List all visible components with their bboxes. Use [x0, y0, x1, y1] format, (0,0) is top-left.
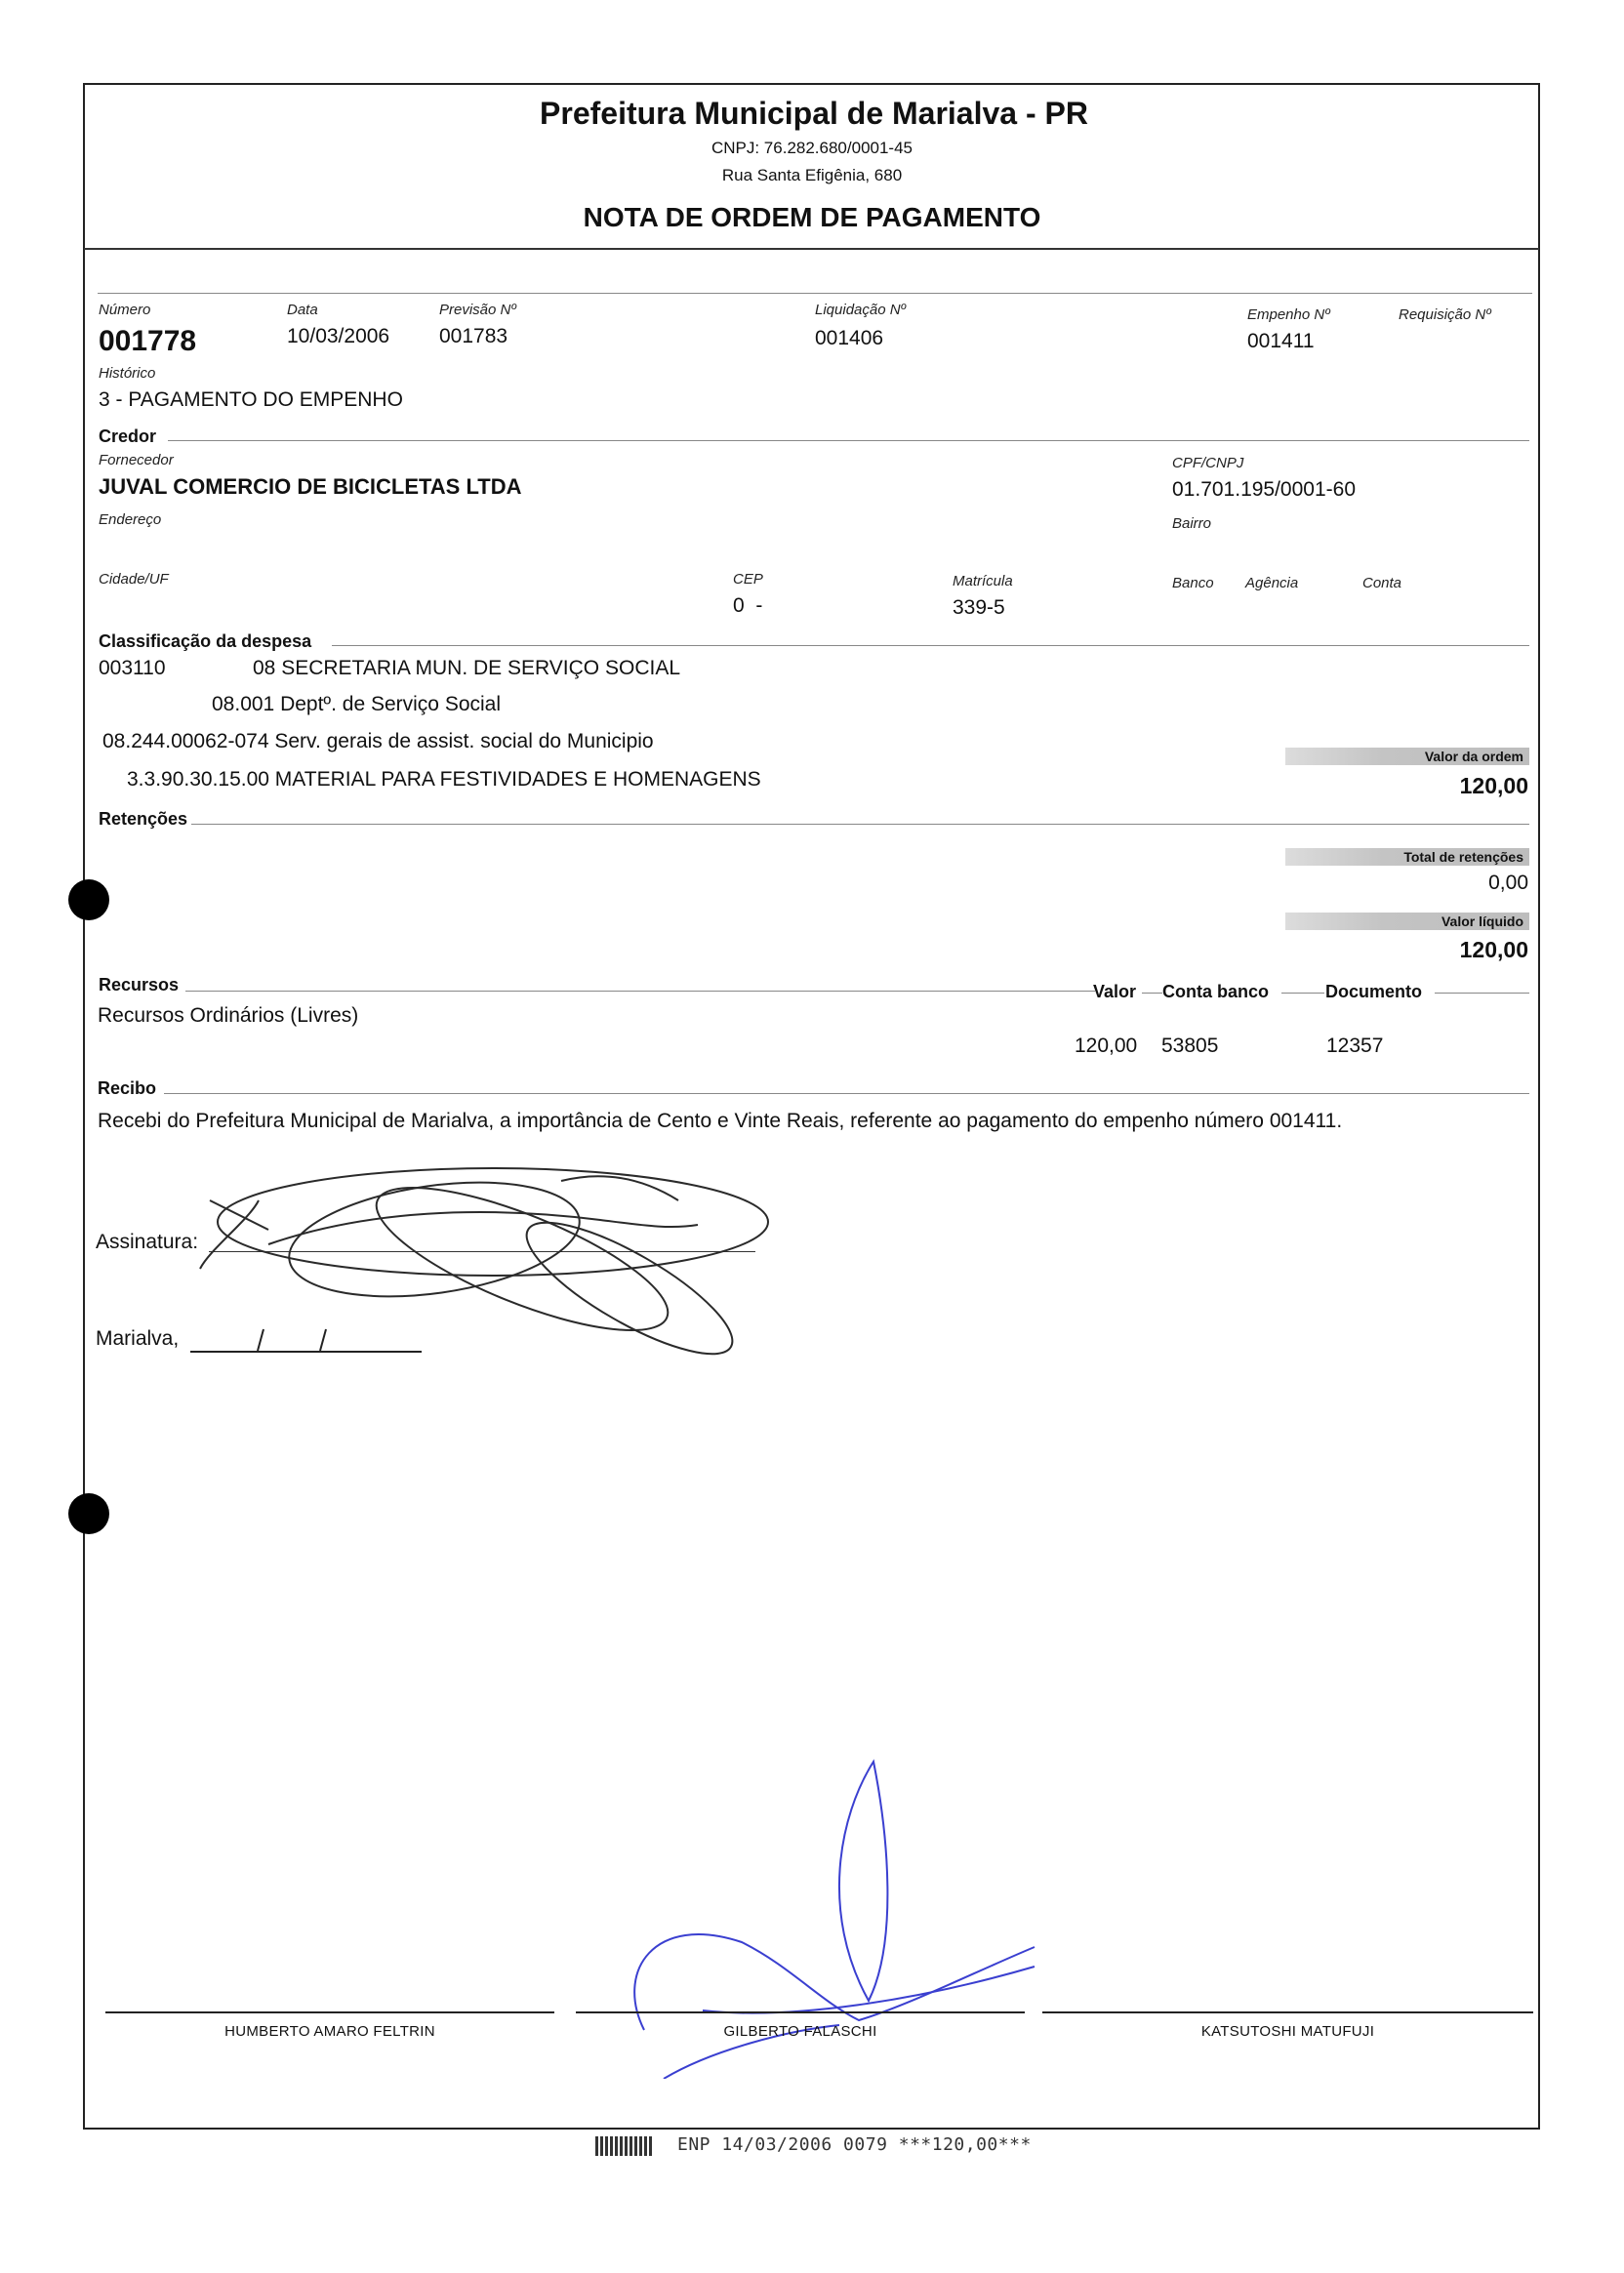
fornecedor-value: JUVAL COMERCIO DE BICICLETAS LTDA: [99, 474, 522, 499]
recibo-text: Recebi do Prefeitura Municipal de Marialva, a importância de Cento e Vinte Reais, referente ao pagamento do empenho número 001411.: [98, 1110, 1343, 1132]
fornecedor-label: Fornecedor: [99, 452, 174, 468]
signatory-name-1: HUMBERTO AMARO FELTRIN: [224, 2023, 435, 2040]
matricula-value: 339-5: [953, 596, 1005, 619]
retencoes-section: Retenções: [99, 809, 188, 829]
signature-line-1: [105, 2011, 554, 2013]
classificacao-section: Classificação da despesa: [99, 631, 312, 651]
matricula-label: Matrícula: [953, 573, 1013, 589]
header-divider-thin: [98, 293, 1532, 294]
assinatura-label: Assinatura:: [96, 1231, 199, 1253]
classificacao-code: 003110: [99, 657, 166, 679]
conta-label: Conta: [1362, 575, 1402, 591]
previsao-value: 001783: [439, 325, 508, 347]
cep-label: CEP: [733, 571, 763, 588]
cpf-value: 01.701.195/0001-60: [1172, 478, 1357, 501]
endereco-label: Endereço: [99, 511, 162, 528]
recursos-conta-banco: 53805: [1161, 1035, 1219, 1057]
punch-hole-top: [68, 879, 109, 920]
recursos-documento: 12357: [1326, 1035, 1384, 1057]
empenho-value: 001411: [1247, 330, 1315, 352]
agencia-label: Agência: [1245, 575, 1299, 591]
numero-value: 001778: [99, 325, 197, 357]
classificacao-line3: 08.244.00062-074 Serv. gerais de assist. social do Municipio: [102, 730, 654, 752]
cnpj-line: CNPJ: 76.282.680/0001-45: [710, 139, 914, 157]
classificacao-line2: 08.001 Deptº. de Serviço Social: [212, 693, 502, 715]
valor-ordem-value: 120,00: [1459, 773, 1528, 798]
header-divider: [84, 248, 1539, 250]
historico-value: 3 - PAGAMENTO DO EMPENHO: [99, 388, 403, 411]
valor-liquido-label: Valor líquido: [1285, 913, 1529, 930]
recursos-valor-label: Valor: [1093, 982, 1137, 1001]
signature-line-3: [1042, 2011, 1533, 2013]
cpf-label: CPF/CNPJ: [1172, 455, 1244, 471]
recibo-section: Recibo: [98, 1078, 157, 1098]
data-label: Data: [287, 302, 318, 318]
signature-line-2: [576, 2011, 1025, 2013]
bank-stamp: ENP 14/03/2006 0079 ***120,00***: [677, 2134, 1032, 2155]
recipient-signature: [190, 1152, 815, 1357]
banco-label: Banco: [1172, 575, 1214, 591]
credor-divider: [168, 440, 1529, 441]
credor-section: Credor: [99, 426, 157, 446]
recursos-conta-banco-label: Conta banco: [1162, 982, 1270, 1001]
total-retencoes-value: 0,00: [1488, 872, 1528, 894]
empenho-label: Empenho Nº: [1247, 306, 1330, 323]
total-retencoes-label: Total de retenções: [1285, 848, 1529, 866]
valor-ordem-label: Valor da ordem: [1285, 748, 1529, 765]
recursos-divider: [185, 991, 1095, 992]
data-value: 10/03/2006: [287, 325, 390, 347]
recursos-divider-3: [1281, 993, 1324, 994]
numero-label: Número: [99, 302, 151, 318]
retencoes-divider: [191, 824, 1529, 825]
recursos-section: Recursos: [99, 975, 180, 994]
signatory-name-3: KATSUTOSHI MATUFUJI: [1200, 2023, 1375, 2040]
institution-title: Prefeitura Municipal de Marialva - PR: [540, 96, 1088, 131]
previsao-label: Previsão Nº: [439, 302, 516, 318]
classificacao-line1: 08 SECRETARIA MUN. DE SERVIÇO SOCIAL: [253, 657, 681, 679]
document-title: NOTA DE ORDEM DE PAGAMENTO: [583, 202, 1041, 232]
recursos-valor: 120,00: [1075, 1035, 1138, 1057]
cidade-label: Cidade/UF: [99, 571, 169, 588]
liquidacao-value: 001406: [815, 327, 884, 349]
punch-hole-bottom: [68, 1493, 109, 1534]
bank-stamp-mark: [595, 2136, 654, 2156]
recursos-divider-4: [1435, 993, 1529, 994]
local-label: Marialva,: [96, 1327, 180, 1350]
historico-label: Histórico: [99, 365, 156, 382]
requisicao-label: Requisição Nº: [1399, 306, 1491, 323]
classificacao-line4: 3.3.90.30.15.00 MATERIAL PARA FESTIVIDADES E HOMENAGENS: [127, 768, 761, 791]
address-line: Rua Santa Efigênia, 680: [721, 166, 903, 184]
recursos-documento-label: Documento: [1325, 982, 1422, 1001]
cep-value: 0 -: [733, 594, 763, 617]
recursos-divider-2: [1142, 993, 1162, 994]
signatory-name-2: GILBERTO FALASCHI: [723, 2023, 877, 2040]
classificacao-divider: [332, 645, 1529, 646]
valor-liquido-value: 120,00: [1459, 937, 1528, 962]
bairro-label: Bairro: [1172, 515, 1212, 532]
recursos-fonte: Recursos Ordinários (Livres): [98, 1004, 359, 1027]
recibo-divider: [164, 1093, 1529, 1094]
liquidacao-label: Liquidação Nº: [815, 302, 907, 318]
